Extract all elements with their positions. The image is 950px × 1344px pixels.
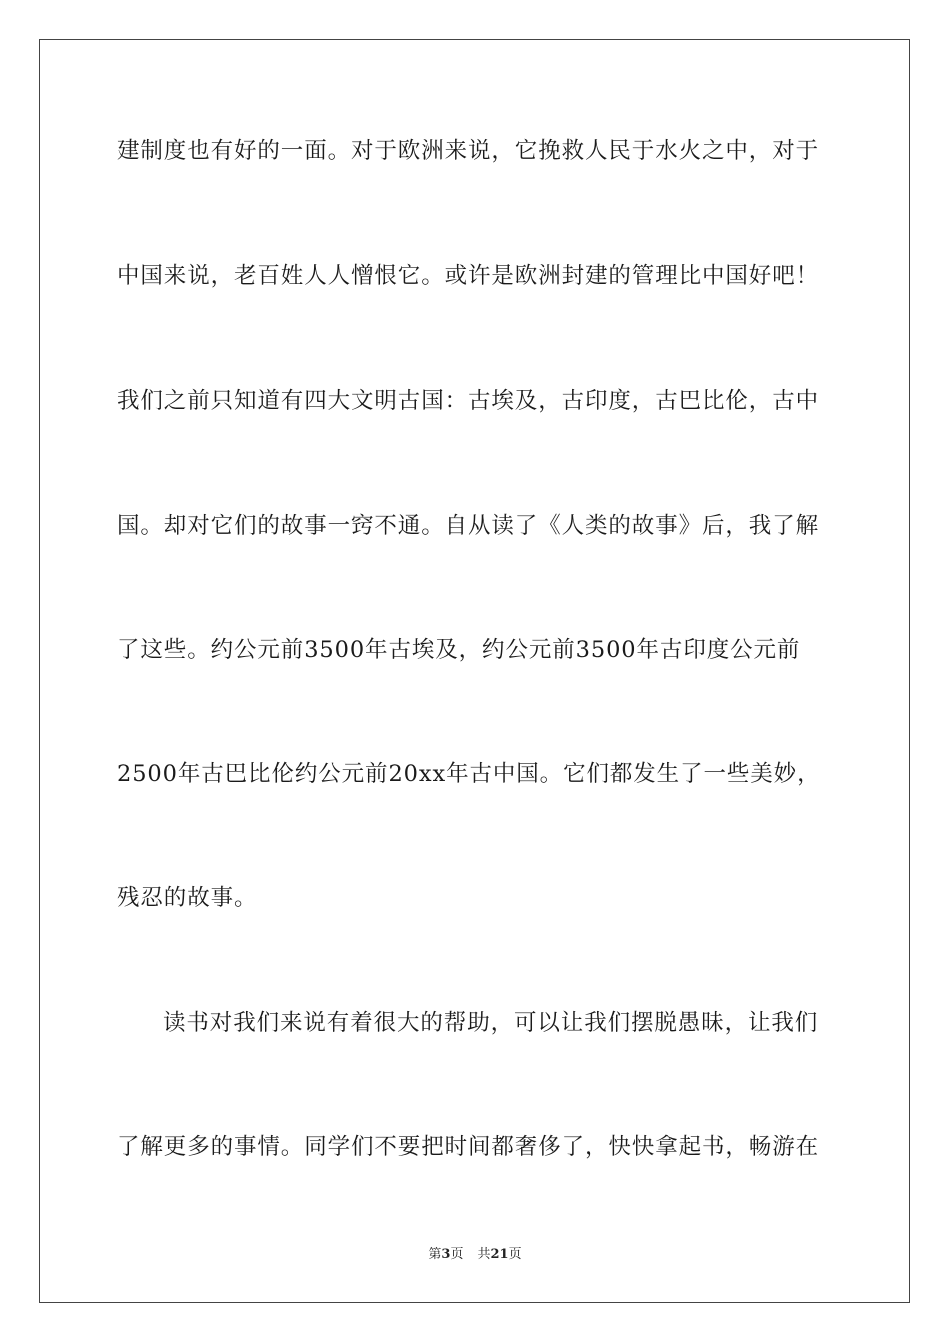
page-footer	[0, 1247, 950, 1263]
page-label-prefix: 第	[428, 1247, 442, 1262]
body-text-line: 我们之前只知道有四大文明古国：古埃及，古印度，古巴比伦，古中	[117, 388, 820, 414]
page-number: 3	[441, 1247, 451, 1262]
body-text-line: 2500年古巴比伦约公元前20xx年古中国。它们都发生了一些美妙，	[117, 761, 821, 787]
total-label-suffix: 页	[508, 1247, 522, 1262]
body-text-line: 了这些。约公元前3500年古埃及，约公元前3500年古印度公元前	[117, 637, 801, 663]
body-text-line: 中国来说，老百姓人人憎恨它。或许是欧洲封建的管理比中国好吧！	[117, 263, 820, 289]
body-text-line: 国。却对它们的故事一窍不通。自从读了《人类的故事》后，我了解	[117, 513, 820, 539]
body-text-line: 了解更多的事情。同学们不要把时间都奢侈了，快快拿起书，畅游在	[117, 1134, 820, 1160]
page-label-suffix: 页	[450, 1247, 464, 1262]
body-text-line: 建制度也有好的一面。对于欧洲来说，它挽救人民于水火之中，对于	[117, 138, 820, 164]
paragraph-first-line: 读书对我们来说有着很大的帮助，可以让我们摆脱愚昧，让我们	[163, 1010, 819, 1036]
body-text-line: 残忍的故事。	[117, 885, 258, 911]
total-label-prefix: 共	[477, 1247, 491, 1262]
total-pages: 21	[490, 1247, 509, 1262]
page-border	[39, 39, 910, 1303]
